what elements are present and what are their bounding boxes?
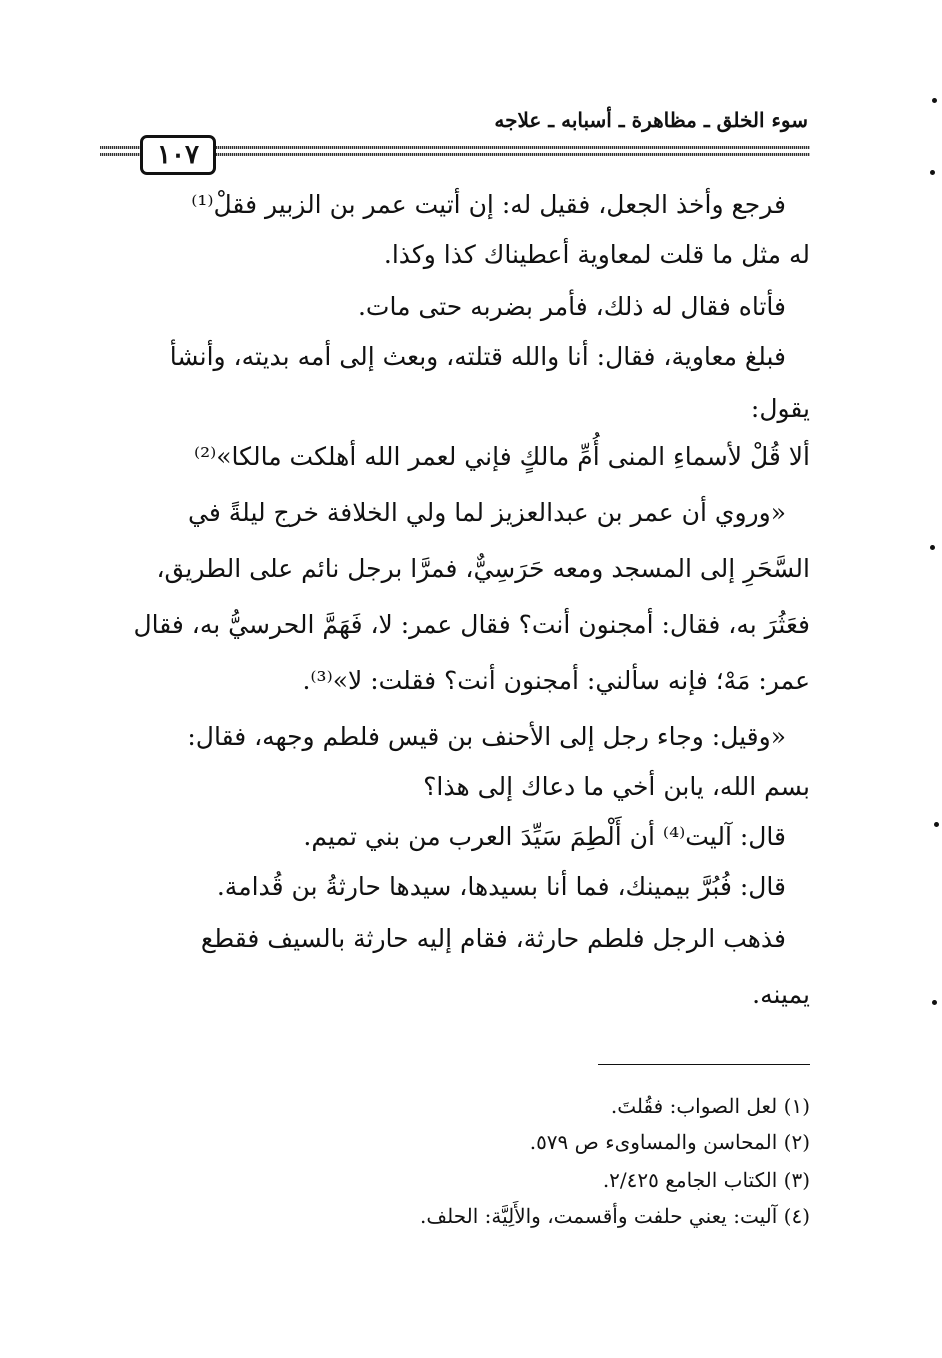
text-line: قال: فُبُرَّ بيمينك، فما أنا بسيدها، سيدها حارثةُ بن قُدامة. [216, 872, 786, 901]
text-line: فعَثُرَ به، فقال: أمجنون أنت؟ فقال عمر: لا، فَهَمَّ الحرسيُّ به، فقال [133, 610, 810, 639]
scan-speck [932, 1000, 937, 1005]
verse-line: ألا قُلْ لأسماءِ المنى أُمِّ مالكٍ فإني لعمر الله أهلكت مالكا»⁽²⁾ [193, 442, 810, 471]
text-line: فأتاه فقال له ذلك، فأمر بضربه حتى مات. [357, 292, 786, 321]
text-line: السَّحَرِ إلى المسجد ومعه حَرَسِيٌّ، فمرَّا برجل نائم على الطريق، [156, 554, 810, 583]
text-line: «وقيل: وجاء رجل إلى الأحنف بن قيس فلطم وجهه، فقال: [187, 722, 786, 751]
text-line: فبلغ معاوية، فقال: أنا والله قتلته، وبعث إلى أمه بديته، وأنشأ [169, 342, 786, 371]
text-line: «وروي أن عمر بن عبدالعزيز لما ولي الخلافة خرج ليلةً في [188, 498, 786, 527]
page-number: ١٠٧ [140, 135, 216, 175]
footnote: (١) لعل الصواب: فقُلتَ. [610, 1094, 810, 1118]
text-line: فرجع وأخذ الجعل، فقيل له: إن أتيت عمر بن الزبير فقلْ⁽¹⁾ [191, 190, 786, 219]
text-line: عمر: مَهْ؛ فإنه سألني: أمجنون أنت؟ فقلت: لا»⁽³⁾. [302, 666, 810, 695]
scan-speck [930, 545, 935, 550]
footnote: (٣) الكتاب الجامع ٢/٤٢٥. [602, 1168, 810, 1192]
scan-speck [932, 98, 937, 103]
footnote: (٤) آليت: يعني حلفت وأقسمت، والأَلِيَّة: الحلف. [420, 1204, 810, 1228]
text-line: يقول: [750, 394, 810, 423]
text-line: فذهب الرجل فلطم حارثة، فقام إليه حارثة بالسيف فقطع [200, 924, 786, 953]
text-line: له مثل ما قلت لمعاوية أعطيناك كذا وكذا. [383, 240, 810, 269]
text-line: قال: آليت⁽⁴⁾ أن أَلْطِمَ سَيِّدَ العرب من بني تميم. [303, 822, 786, 851]
footnote-separator [598, 1064, 810, 1065]
text-line: يمينه. [752, 980, 810, 1009]
text-line: بسم الله، يابن أخي ما دعاك إلى هذا؟ [423, 772, 810, 801]
running-header: سوء الخلق ـ مظاهرة ـ أسبابه ـ علاجه [494, 108, 808, 132]
scan-speck [930, 170, 935, 175]
footnote: (٢) المحاسن والمساوىء ص ٥٧٩. [529, 1130, 810, 1154]
scan-speck [934, 822, 939, 827]
